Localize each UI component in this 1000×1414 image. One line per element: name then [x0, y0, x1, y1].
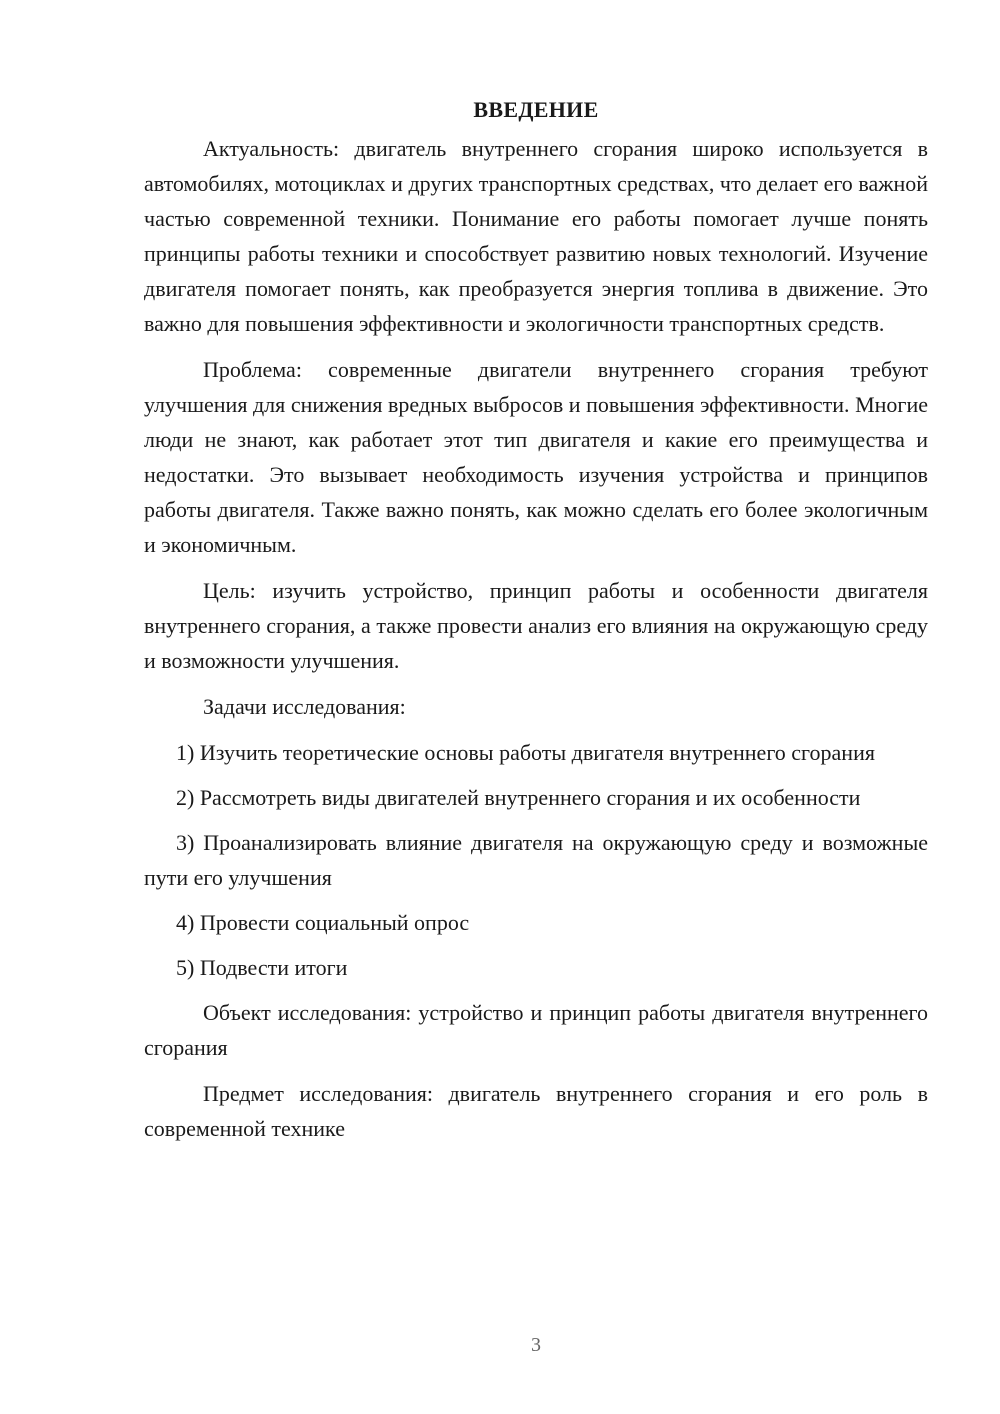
- task-item-4: 4) Провести социальный опрос: [176, 910, 470, 935]
- task-item-5: 5) Подвести итоги: [176, 955, 348, 980]
- page-title: ВВЕДЕНИЕ: [473, 97, 599, 122]
- research-subject-paragraph: Предмет исследования: двигатель внутреннего сгорания и его роль в современной технике: [144, 1081, 928, 1141]
- problem-paragraph: Проблема: современные двигатели внутреннего сгорания требуют улучшения для снижения вредных выбросов и повышения эффективности. Многие люди не знают, как работает этот тип двигателя и какие его преимущества и недостатки. Это вызывает необходимость изучения устройства и принципов работы двигателя. Также важно понять, как можно сделать его более экологичным и экономичным.: [144, 357, 928, 557]
- task-item-1: 1) Изучить теоретические основы работы двигателя внутреннего сгорания: [176, 740, 875, 765]
- goal-paragraph: Цель: изучить устройство, принцип работы и особенности двигателя внутреннего сгорания, а также провести анализ его влияния на окружающую среду и возможности улучшения.: [144, 578, 928, 673]
- research-object-paragraph: Объект исследования: устройство и принцип работы двигателя внутреннего сгорания: [144, 1000, 928, 1060]
- task-item-3: 3) Проанализировать влияние двигателя на окружающую среду и возможные пути его улучшения: [144, 830, 928, 890]
- document-page: [144, 92, 928, 1157]
- page-number: 3: [531, 1334, 541, 1356]
- task-item-2: 2) Рассмотреть виды двигателей внутреннего сгорания и их особенности: [176, 785, 861, 810]
- tasks-label: Задачи исследования:: [203, 694, 406, 719]
- relevance-paragraph: Актуальность: двигатель внутреннего сгорания широко используется в автомобилях, мотоциклах и других транспортных средствах, что делает его важной частью современной техники. Понимание его работы помогает лучше понять принципы работы техники и способствует развитию новых технологий. Изучение двигателя помогает понять, как преобразуется энергия топлива в движение. Это важно для повышения эффективности и экологичности транспортных средств.: [144, 136, 928, 336]
